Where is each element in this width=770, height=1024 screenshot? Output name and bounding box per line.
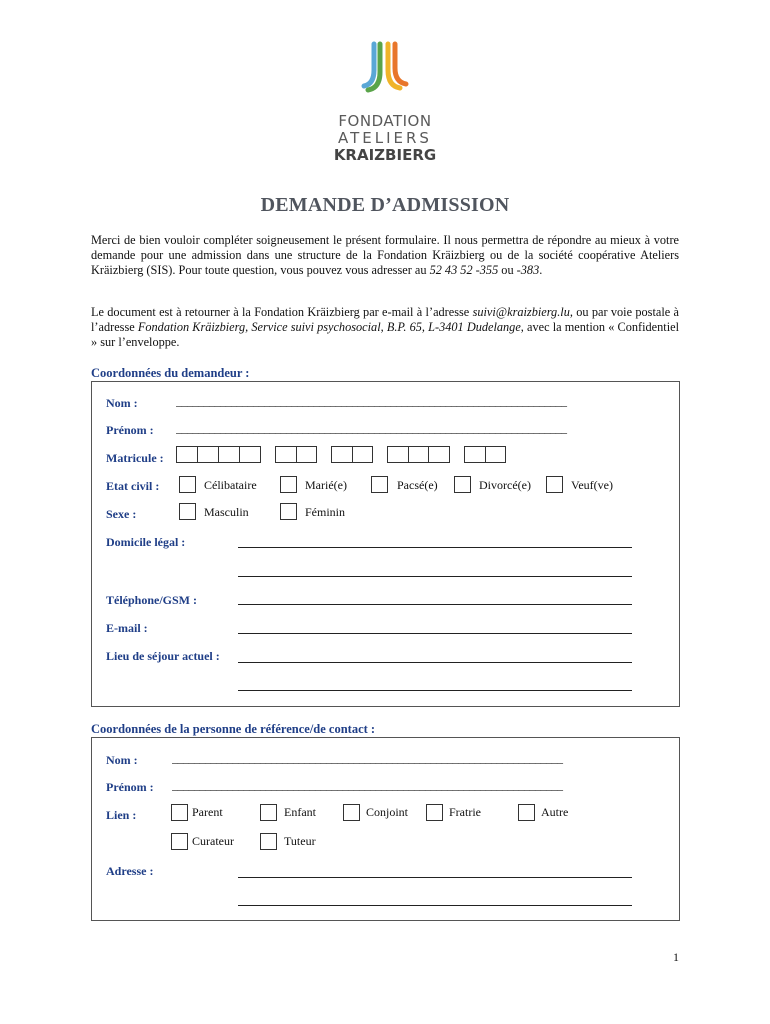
option-parent: Parent (192, 805, 223, 819)
contact-prenom-field[interactable]: _______________________________________________________________________ (172, 778, 563, 792)
contact-nom-field[interactable]: _______________________________________________________________________ (172, 751, 563, 765)
email-link[interactable]: suivi@kraizbierg.lu, (472, 305, 573, 319)
contact-prenom-label: Prénom : (106, 780, 154, 794)
option-curateur: Curateur (192, 834, 234, 848)
domicile-label: Domicile légal : (106, 535, 186, 549)
nom-field[interactable]: _______________________________________________________________________ (176, 394, 567, 408)
checkbox-veuf[interactable] (546, 476, 563, 493)
checkbox-conjoint[interactable] (343, 804, 360, 821)
matricule-year-field[interactable] (176, 446, 261, 463)
section-demandeur-heading: Coordonnées du demandeur : (91, 366, 250, 380)
adresse-field-line-2[interactable] (238, 905, 632, 906)
adresse-label: Adresse : (106, 864, 154, 878)
adresse-field-line-1[interactable] (238, 877, 632, 878)
option-masculin: Masculin (204, 505, 249, 519)
sexe-label: Sexe : (106, 507, 137, 521)
lien-label: Lien : (106, 808, 137, 822)
nom-label: Nom : (106, 396, 138, 410)
option-fratrie: Fratrie (449, 805, 481, 819)
checkbox-divorce[interactable] (454, 476, 471, 493)
checkbox-marie[interactable] (280, 476, 297, 493)
checkbox-feminin[interactable] (280, 503, 297, 520)
option-divorce: Divorcé(e) (479, 478, 531, 492)
intro-paragraph-1: Merci de bien vouloir compléter soigneusement le présent formulaire. Il nous permettra de répondre au mieux à votre demande pour une admission dans une structure de la Fondation Kräizbierg ou de la société coopérative Ateliers Kräizbierg (SIS). Pour toute question, vous pouvez vous adresser au 52 43 52 -355 ou -383. (91, 233, 679, 277)
checkbox-celibataire[interactable] (179, 476, 196, 493)
domicile-field-line-2[interactable] (238, 576, 632, 577)
email-field[interactable] (238, 633, 632, 634)
etat-civil-label: Etat civil : (106, 479, 160, 493)
prenom-field[interactable]: _______________________________________________________________________ (176, 421, 567, 435)
sejour-field-line-2[interactable] (238, 690, 632, 691)
logo-line-kraizbierg: KRAIZBIERG (333, 146, 437, 164)
domicile-field-line-1[interactable] (238, 547, 632, 548)
intro-paragraph-2: Le document est à retourner à la Fondation Kräizbierg par e-mail à l’adresse suivi@kraizbierg.lu, ou par voie postale à l’adresse Fondation Kräizbierg, Service suivi psychosocial, B.P. 65, L-3401 Dudelange, avec la mention « Confidentiel » sur l’enveloppe. (91, 305, 679, 349)
contact-nom-label: Nom : (106, 753, 138, 767)
matricule-label: Matricule : (106, 451, 164, 465)
option-feminin: Féminin (305, 505, 346, 519)
checkbox-masculin[interactable] (179, 503, 196, 520)
option-conjoint: Conjoint (366, 805, 409, 819)
checkbox-autre[interactable] (518, 804, 535, 821)
phone-number: 52 43 52 -355 (429, 263, 499, 277)
option-veuf: Veuf(ve) (571, 478, 613, 492)
option-marie: Marié(e) (305, 478, 347, 492)
telephone-label: Téléphone/GSM : (106, 593, 198, 607)
section-contact-heading: Coordonnées de la personne de référence/de contact : (91, 722, 376, 736)
sejour-label: Lieu de séjour actuel : (106, 649, 220, 663)
checkbox-tuteur[interactable] (260, 833, 277, 850)
checkbox-enfant[interactable] (260, 804, 277, 821)
matricule-day-field[interactable] (331, 446, 373, 463)
page-title: DEMANDE D’ADMISSION (260, 194, 510, 216)
prenom-label: Prénom : (106, 423, 154, 437)
sejour-field-line-1[interactable] (238, 662, 632, 663)
checkbox-pacse[interactable] (371, 476, 388, 493)
option-celibataire: Célibataire (204, 478, 257, 492)
telephone-field[interactable] (238, 604, 632, 605)
logo-line-fondation: FONDATION (338, 112, 432, 130)
page-number: 1 (673, 950, 679, 964)
option-enfant: Enfant (284, 805, 316, 819)
phone-number-2: -383 (516, 263, 540, 277)
option-pacse: Pacsé(e) (397, 478, 438, 492)
option-autre: Autre (541, 805, 569, 819)
matricule-month-field[interactable] (275, 446, 317, 463)
email-label: E-mail : (106, 621, 148, 635)
checkbox-fratrie[interactable] (426, 804, 443, 821)
option-tuteur: Tuteur (284, 834, 316, 848)
checkbox-curateur[interactable] (171, 833, 188, 850)
logo-line-ateliers: ATELIERS (338, 129, 432, 147)
checkbox-parent[interactable] (171, 804, 188, 821)
postal-address: Fondation Kräizbierg, Service suivi psychosocial, B.P. 65, L-3401 Dudelange (137, 320, 521, 334)
matricule-seq-field[interactable] (387, 446, 450, 463)
matricule-check-field[interactable] (464, 446, 506, 463)
